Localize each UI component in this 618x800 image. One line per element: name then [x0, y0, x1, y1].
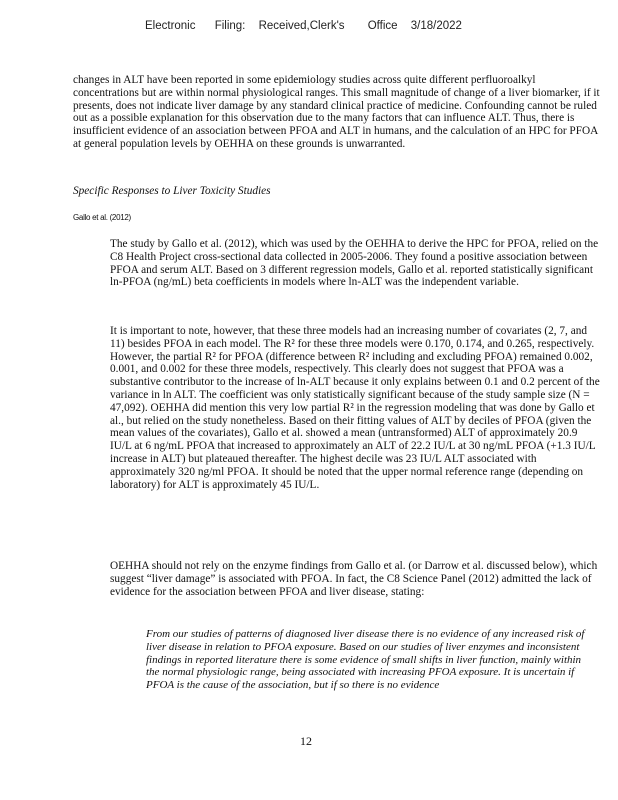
paragraph-regression-models: It is important to note, however, that these three models had an increasing number of covariates (2, 7, and 11) besides PFOA in each model. The R² for these three models were 0.170, 0.174, and 0.265, respectively. However, the partial R² for PFOA (difference between R² including and excluding PFOA) remained 0.002, 0.001, and 0.002 for these three models, respectively. This clearly does not suggest that PFOA was a substantive contributor to the increase of ln-ALT because it only explains between 0.1 and 0.2 percent of the variance in ln ALT. The coefficient was only statistically significant because of the study sample size (N = 47,092). OEHHA did mention this very low partial R² in the regression modeling that was done by Gallo et al., but relied on the study nonetheless. Based on their fitting values of ALT by deciles of PFOA (given the mean values of the covariates), Gallo et al. showed a mean (untransformed) ALT of approximately 20.9 IU/L at 6 ng/mL PFOA that increased to approximately an ALT of 22.2 IU/L at 30 ng/mL PFOA (+1.3 IU/L increase in ALT) but plateaued thereafter. The highest decile was 23 IU/L ALT associated with approximately 320 ng/ml PFOA. It should be noted that the upper normal reference range (depending on laboratory) for ALT is approximately 45 IU/L. — [110, 325, 600, 491]
header-received: Received,Clerk's — [258, 20, 345, 32]
section-heading: Specific Responses to Liver Toxicity Studies — [73, 185, 271, 197]
header-electronic: Electronic — [145, 20, 196, 32]
header-filing: Filing: — [214, 20, 246, 32]
paragraph-oehha-reliance: OEHHA should not rely on the enzyme findings from Gallo et al. (or Darrow et al. discussed below), which suggest “liver damage” is associated with PFOA. In fact, the C8 Science Panel (2012) admitted the lack of evidence for the association between PFOA and liver disease, stating: — [110, 560, 598, 598]
header-office: Office — [367, 20, 398, 32]
subsection-heading: Gallo et al. (2012) — [73, 213, 131, 222]
page-number: 12 — [300, 734, 312, 748]
filing-header — [145, 20, 585, 32]
header-date: 3/18/2022 — [410, 20, 462, 32]
paragraph-alt-changes: changes in ALT have been reported in some epidemiology studies across quite different perfluoroalkyl concentrations but are within normal physiological ranges. This small magnitude of change of a liver biomarker, if it presents, does not indicate liver damage by any standard clinical practice of medicine. Confounding cannot be ruled out as a possible explanation for this observation due to the many factors that can influence ALT. Thus, there is insufficient evidence of an association between PFOA and ALT in humans, and the calculation of an HPC for PFOA at general population levels by OEHHA on these grounds is unwarranted. — [73, 74, 600, 150]
paragraph-gallo-study: The study by Gallo et al. (2012), which was used by the OEHHA to derive the HPC for PFOA, relied on the C8 Health Project cross-sectional data collected in 2005-2006. They found a positive association between PFOA and serum ALT. Based on 3 different regression models, Gallo et al. reported statistically significant ln-PFOA (ng/mL) beta coefficients in models where ln-ALT was the independent variable. — [110, 238, 599, 289]
block-quote: From our studies of patterns of diagnosed liver disease there is no evidence of any increased risk of liver disease in relation to PFOA exposure. Based on our studies of liver enzymes and inconsistent findings in reported literature there is some evidence of small shifts in liver function, mainly within the normal physiologic range, being associated with increasing PFOA exposure. It is uncertain if PFOA is the cause of the association, but if so there is no evidence — [146, 628, 585, 692]
